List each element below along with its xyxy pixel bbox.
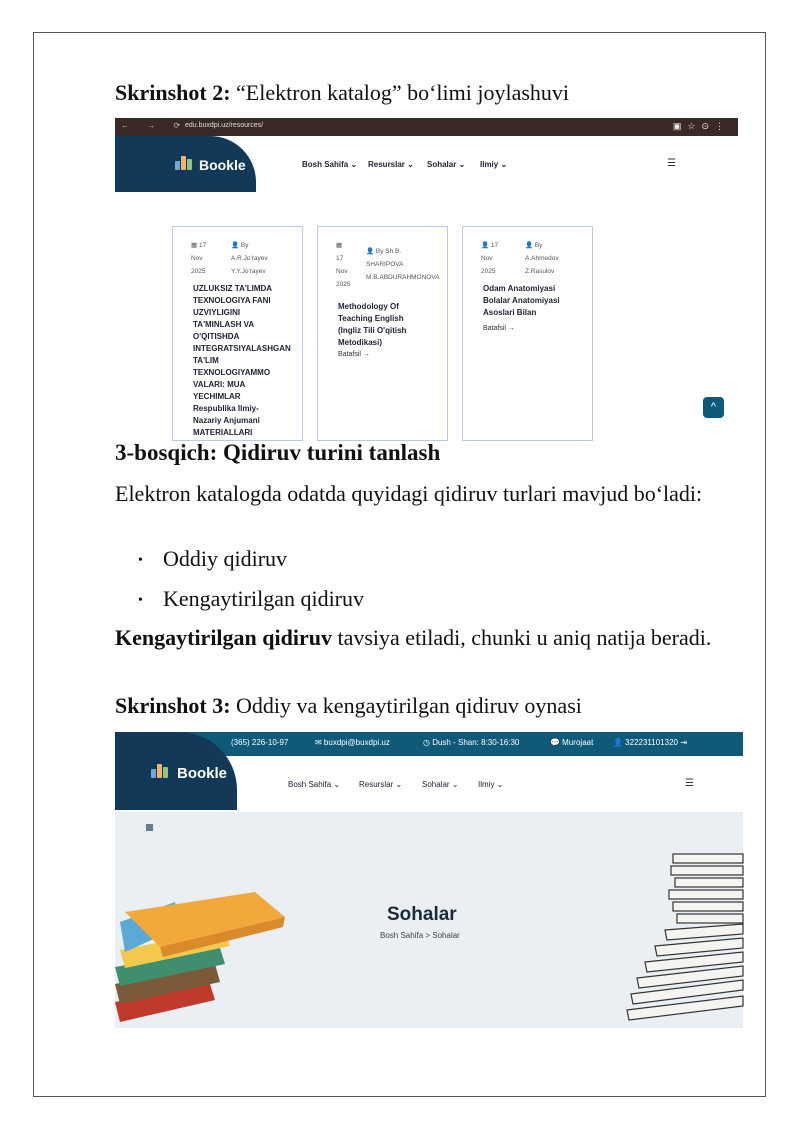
hero-title: Sohalar <box>387 904 457 925</box>
screenshot-elektron-katalog <box>115 118 738 437</box>
caption-text: “Elektron katalog” bo‘limi joylashuvi <box>230 80 570 105</box>
hamburger-menu-icon[interactable]: ☰ <box>685 778 694 789</box>
batafsil-link[interactable]: Batafsil → <box>338 351 370 358</box>
browser-nav-icons[interactable]: ← → ⟳ <box>121 121 189 130</box>
card-author: 👤 By A.Ahmedov Z.Rasulov <box>525 242 559 275</box>
email-link[interactable]: ✉ buxdpi@buxdpi.uz <box>315 738 390 747</box>
nav-sohalar[interactable]: Sohalar ⌄ <box>422 780 459 789</box>
resource-card[interactable] <box>317 226 448 441</box>
site-logo[interactable] <box>115 136 256 192</box>
logo-text: Bookle <box>199 157 246 173</box>
list-item: • Oddiy qidiruv <box>138 546 288 571</box>
nav-ilmiy[interactable]: Ilmiy ⌄ <box>478 780 504 789</box>
list-item: • Kengaytirilgan qidiruv <box>138 586 365 611</box>
nav-ilmiy[interactable]: Ilmiy ⌄ <box>480 160 508 169</box>
nav-bosh-sahifa[interactable]: Bosh Sahifa ⌄ <box>288 780 341 789</box>
murojaat-link[interactable]: 💬 Murojaat <box>550 738 594 747</box>
browser-toolbar <box>115 118 738 136</box>
scroll-to-top-button[interactable]: ^ <box>703 397 724 418</box>
caption-screenshot-3 <box>115 692 582 720</box>
card-date: ▦ 17 Nov 2025 <box>191 242 207 275</box>
nav-bosh-sahifa[interactable]: Bosh Sahifa ⌄ <box>302 160 358 169</box>
browser-url[interactable]: edu.buxdpi.uz/resources/ <box>185 122 264 129</box>
books-logo-icon <box>151 764 171 778</box>
section-intro: Elektron katalogda odatda quyidagi qidiruv turlari mavjud bo‘ladi: <box>115 481 703 506</box>
browser-action-icons[interactable]: ▣☆⊙⋮ <box>672 121 730 131</box>
card-title[interactable]: Methodology Of Teaching English (Ingliz Tili O'qitish Metodikasi) <box>338 302 407 347</box>
user-login-link[interactable]: 👤 322231101320 ⇥ <box>613 738 687 747</box>
recommendation: Kengaytirilgan qidiruv tavsiya etiladi, chunki u aniq natija beradi. <box>115 625 712 650</box>
hamburger-menu-icon[interactable]: ☰ <box>667 158 676 169</box>
screenshot-sohalar-page <box>115 732 743 1028</box>
nav-resurslar[interactable]: Resurslar ⌄ <box>368 160 414 169</box>
resource-card[interactable] <box>462 226 593 441</box>
caption-screenshot-2 <box>115 79 569 107</box>
page-hero <box>115 812 743 1028</box>
books-pile-illustration <box>625 850 743 1030</box>
hours-text: ◷ Dush - Shan: 8:30-16:30 <box>423 738 520 747</box>
card-title[interactable]: Odam Anatomiyasi Bolalar Anatomiyasi Asoslari Bilan <box>483 284 560 317</box>
card-title[interactable]: UZLUKSIZ TA'LIMDA TEXNOLOGIYA FANI UZVIYLIGINI TA'MINLASH VA O'QITISHDA INTEGRATSIYALASHGAN TA'LIM TEXNOLOGIYAMMO VALARI: MUA YECHIMLAR Respublika Ilmiy- Nazariy Anjumani MATERIALLARI <box>193 284 291 437</box>
nav-resurslar[interactable]: Resurslar ⌄ <box>359 780 403 789</box>
card-date: ▦ 17 Nov 2025 <box>336 242 351 288</box>
logo-text: Bookle <box>177 765 228 782</box>
books-logo-icon <box>175 156 195 170</box>
caption-text: Oddiy va kengaytirilgan qidiruv oynasi <box>230 693 582 718</box>
phone-text[interactable]: (365) 226-10-97 <box>231 738 289 747</box>
section-heading: 3-bosqich: Qidiruv turini tanlash <box>115 440 441 465</box>
books-stack-illustration <box>115 872 290 1032</box>
home-icon <box>146 824 153 831</box>
card-author: 👤 By A.R.Jo'rayev Y.Y.Jo'rayev <box>231 242 268 275</box>
breadcrumb[interactable]: Bosh Sahifa > Sohalar <box>380 931 460 940</box>
caption-label: Skrinshot 3: <box>115 693 231 718</box>
caption-label: Skrinshot 2: <box>115 80 231 105</box>
nav-sohalar[interactable]: Sohalar ⌄ <box>427 160 466 169</box>
card-author: 👤 By Sh.B. SHARIPOVA M.B.ABDURAHMONOVA <box>366 248 440 281</box>
batafsil-link[interactable]: Batafsil → <box>483 325 515 332</box>
card-date: 👤 17 Nov 2025 <box>481 242 499 275</box>
resource-card[interactable] <box>172 226 303 441</box>
